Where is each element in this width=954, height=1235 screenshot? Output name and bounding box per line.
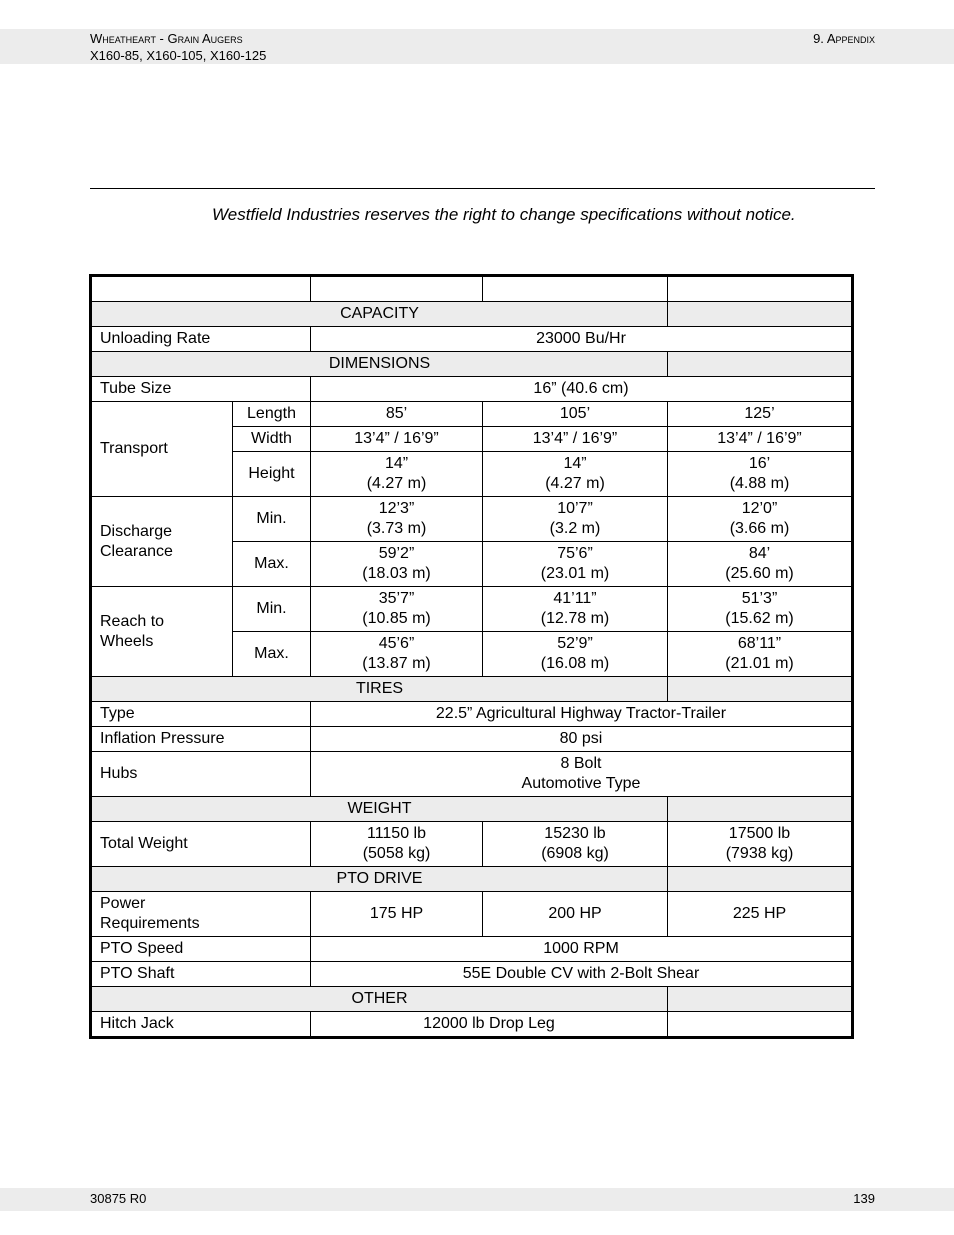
- sub-label: Max.: [233, 542, 311, 587]
- value-cell: 225 HP: [668, 892, 853, 937]
- value-line: (15.62 m): [725, 610, 794, 627]
- value-line: (3.66 m): [729, 520, 790, 537]
- value-line: 15230 lb: [544, 825, 606, 842]
- value-line: Automotive Type: [521, 775, 641, 792]
- table-row: [91, 702, 853, 727]
- value-line: (13.87 m): [362, 655, 431, 672]
- horizontal-rule: [90, 188, 875, 189]
- header-title: [90, 30, 266, 64]
- value-cell: [668, 452, 853, 497]
- value-cell: 13’4” / 16’9”: [311, 427, 483, 452]
- value-cell: [668, 587, 853, 632]
- row-label: Transport: [91, 402, 233, 497]
- value-cell: [311, 822, 483, 867]
- value-line: (5058 kg): [362, 845, 431, 862]
- specifications-table: [89, 274, 854, 1039]
- header-section: 9. Appendix: [813, 31, 875, 46]
- row-label: [91, 497, 233, 587]
- table-row: [91, 892, 853, 937]
- section-title: PTO DRIVE: [91, 867, 668, 892]
- value-cell: [483, 632, 668, 677]
- row-value: 80 psi: [311, 727, 853, 752]
- page-footer: [0, 1188, 954, 1211]
- value-line: 16’: [748, 455, 771, 472]
- value-line: (23.01 m): [540, 565, 610, 582]
- value-line: 14”: [563, 455, 587, 472]
- header-doc-title: Wheatheart - Grain Augers: [90, 31, 243, 46]
- row-label: PTO Shaft: [91, 962, 311, 987]
- value-cell: 13’4” / 16’9”: [483, 427, 668, 452]
- value-line: (18.03 m): [362, 565, 431, 582]
- value-cell: [483, 452, 668, 497]
- header-cell: [311, 276, 483, 302]
- table-header-row: [91, 276, 853, 302]
- value-line: 12’0”: [741, 500, 778, 517]
- section-row-tires: [91, 677, 853, 702]
- section-row-other: [91, 987, 853, 1012]
- value-cell: 125’: [668, 402, 853, 427]
- value-cell: [483, 587, 668, 632]
- row-label: PTO Speed: [91, 937, 311, 962]
- sub-label: Max.: [233, 632, 311, 677]
- row-label: Tube Size: [91, 377, 311, 402]
- table-row: [91, 752, 853, 797]
- row-label: Inflation Pressure: [91, 727, 311, 752]
- spec-notice: Westfield Industries reserves the right to change specifications without notice.: [212, 205, 796, 224]
- sub-label: Length: [233, 402, 311, 427]
- sub-label: Width: [233, 427, 311, 452]
- section-blank: [668, 352, 853, 377]
- value-line: (3.2 m): [549, 520, 601, 537]
- value-cell: [483, 542, 668, 587]
- value-cell: [311, 542, 483, 587]
- value-line: (16.08 m): [540, 655, 610, 672]
- row-value: 1000 RPM: [311, 937, 853, 962]
- section-title: OTHER: [91, 987, 668, 1012]
- document-number: 30875 R0: [90, 1191, 147, 1206]
- table-row: [91, 822, 853, 867]
- value-line: (12.78 m): [540, 610, 610, 627]
- section-blank: [668, 797, 853, 822]
- table-row: [91, 497, 853, 542]
- value-cell: [668, 542, 853, 587]
- page-header: [0, 29, 954, 64]
- section-blank: [668, 677, 853, 702]
- value-line: 17500 lb: [728, 825, 791, 842]
- label-line: Wheels: [100, 632, 154, 650]
- row-value: 16” (40.6 cm): [311, 377, 853, 402]
- value-cell: [311, 587, 483, 632]
- section-row-weight: [91, 797, 853, 822]
- value-line: 68’11”: [737, 635, 782, 652]
- value-line: (4.27 m): [366, 475, 427, 492]
- label-line: Reach to: [100, 612, 165, 630]
- value-line: 41’11”: [553, 590, 597, 607]
- value-line: 10’7”: [557, 500, 593, 517]
- value-cell: 175 HP: [311, 892, 483, 937]
- value-cell: [311, 452, 483, 497]
- section-row-capacity: [91, 302, 853, 327]
- value-line: (10.85 m): [362, 610, 431, 627]
- table-row: [91, 727, 853, 752]
- value-line: 11150 lb: [366, 825, 426, 842]
- value-line: 75’6”: [557, 545, 593, 562]
- row-value: 55E Double CV with 2-Bolt Shear: [311, 962, 853, 987]
- section-title: WEIGHT: [91, 797, 668, 822]
- sub-label: Min.: [233, 497, 311, 542]
- row-label: Hubs: [91, 752, 311, 797]
- value-cell: 85’: [311, 402, 483, 427]
- row-label: [91, 587, 233, 677]
- page-number: 139: [853, 1191, 875, 1206]
- sub-label: Height: [233, 452, 311, 497]
- value-line: 14”: [384, 455, 409, 472]
- row-value: 12000 lb Drop Leg: [311, 1012, 668, 1038]
- value-cell: [668, 1012, 853, 1038]
- value-line: (6908 kg): [541, 845, 609, 862]
- table-row: [91, 962, 853, 987]
- value-line: 35’7”: [378, 590, 415, 607]
- row-label: Total Weight: [91, 822, 311, 867]
- value-cell: [483, 497, 668, 542]
- value-line: (21.01 m): [725, 655, 794, 672]
- sub-label: Min.: [233, 587, 311, 632]
- value-line: 45’6”: [378, 635, 415, 652]
- table-row: [91, 327, 853, 352]
- section-title: CAPACITY: [91, 302, 668, 327]
- value-cell: 13’4” / 16’9”: [668, 427, 853, 452]
- value-cell: [311, 632, 483, 677]
- label-line: Discharge: [100, 522, 173, 540]
- table-row: [91, 1012, 853, 1038]
- value-line: 59’2”: [378, 545, 415, 562]
- header-cell: [91, 276, 311, 302]
- value-line: 84’: [748, 545, 771, 562]
- row-value: 22.5” Agricultural Highway Tractor-Trailer: [311, 702, 853, 727]
- table-row: [91, 587, 853, 632]
- section-blank: [668, 302, 853, 327]
- value-cell: [483, 822, 668, 867]
- section-title: TIRES: [91, 677, 668, 702]
- label-line: Power: [100, 895, 146, 912]
- row-label: Unloading Rate: [91, 327, 311, 352]
- label-line: Requirements: [100, 915, 200, 932]
- value-line: 51’3”: [741, 590, 778, 607]
- value-cell: [668, 822, 853, 867]
- row-label: [91, 892, 311, 937]
- section-blank: [668, 867, 853, 892]
- label-line: Clearance: [100, 542, 173, 560]
- section-blank: [668, 987, 853, 1012]
- row-value: [311, 752, 853, 797]
- table-row: [91, 402, 853, 427]
- header-models: X160-85, X160-105, X160-125: [90, 48, 267, 63]
- header-cell: [668, 276, 853, 302]
- value-cell: 200 HP: [483, 892, 668, 937]
- header-cell: [483, 276, 668, 302]
- row-label: Hitch Jack: [91, 1012, 311, 1038]
- value-line: 52’9”: [557, 635, 593, 652]
- value-line: 12’3”: [378, 500, 415, 517]
- section-row-pto-drive: [91, 867, 853, 892]
- table-row: [91, 377, 853, 402]
- row-label: Type: [91, 702, 311, 727]
- value-line: (7938 kg): [725, 845, 794, 862]
- value-cell: [311, 497, 483, 542]
- value-line: (4.88 m): [729, 475, 790, 492]
- value-line: 8 Bolt: [560, 755, 602, 772]
- row-value: 23000 Bu/Hr: [311, 327, 853, 352]
- value-cell: [668, 632, 853, 677]
- section-row-dimensions: [91, 352, 853, 377]
- value-line: (3.73 m): [366, 520, 427, 537]
- table-row: [91, 937, 853, 962]
- value-cell: [668, 497, 853, 542]
- value-line: (25.60 m): [725, 565, 794, 582]
- value-line: (4.27 m): [545, 475, 605, 492]
- value-cell: 105’: [483, 402, 668, 427]
- section-title: DIMENSIONS: [91, 352, 668, 377]
